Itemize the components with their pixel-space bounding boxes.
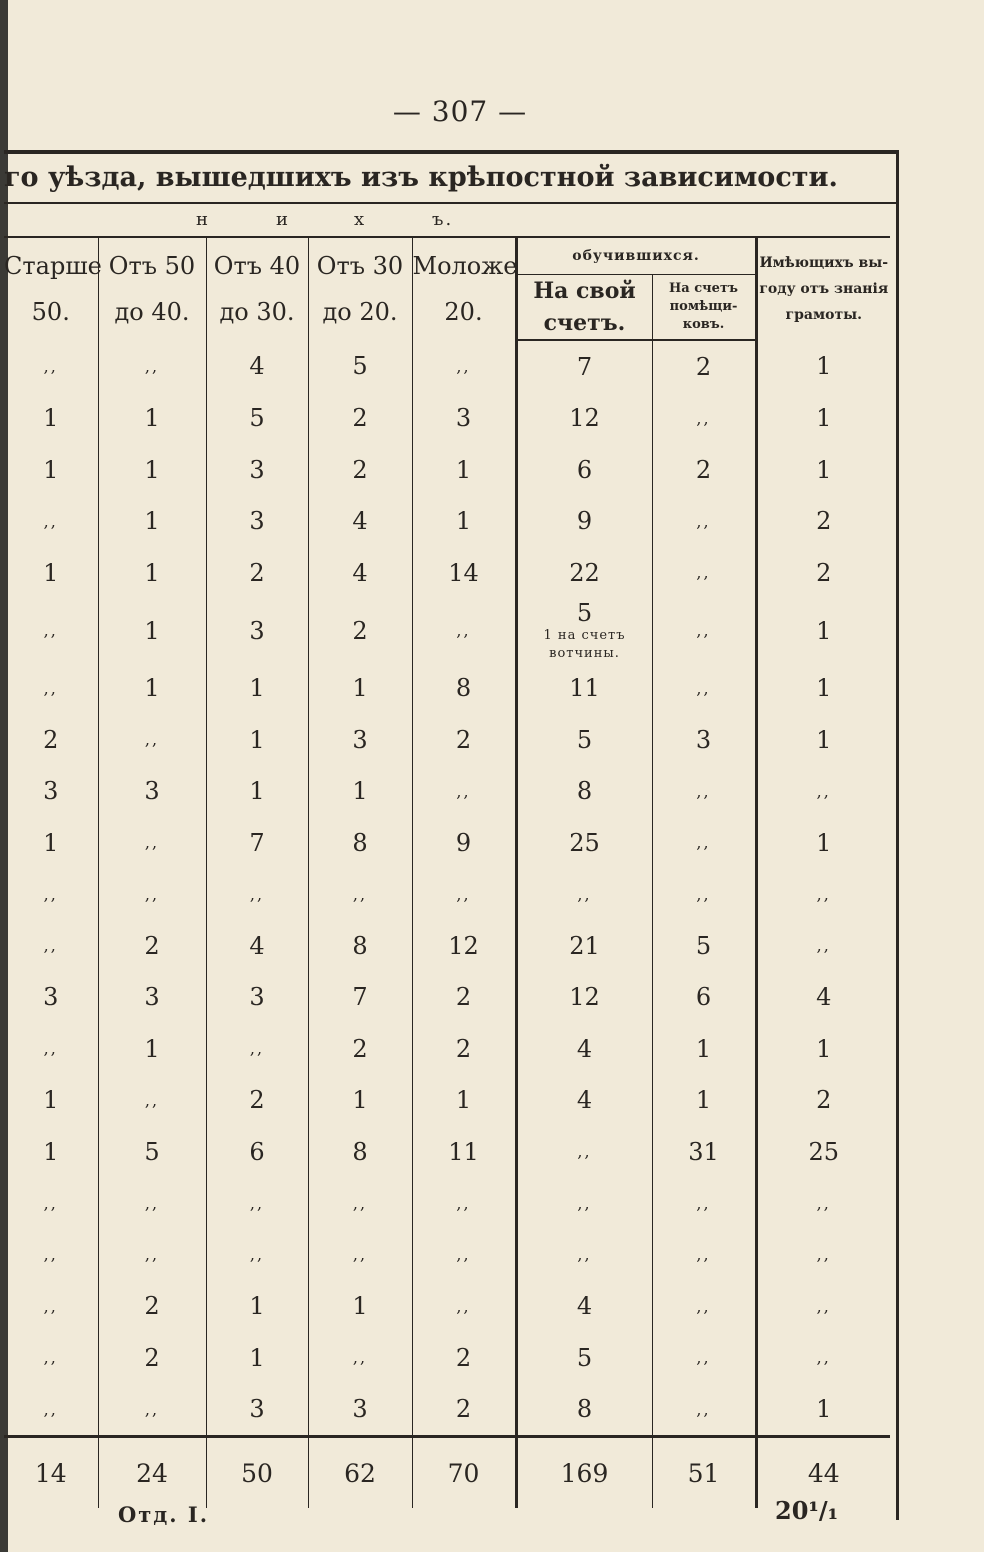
table-title: го уѣзда, вышедшихъ изъ крѣпостной зависимости. [4, 150, 896, 204]
spaced-letter: х [354, 209, 367, 230]
table-cell: 2 [98, 920, 206, 972]
table-cell: 1 [206, 766, 308, 818]
table-cell: 5 [516, 714, 652, 766]
table-cell [516, 599, 652, 663]
table-cell: ,, [652, 1229, 756, 1281]
table-cell: 2 [652, 444, 756, 496]
table-cell: 1 [98, 1023, 206, 1075]
table-cell: 5 [652, 920, 756, 972]
table-row [4, 1178, 890, 1230]
table-cell: ,, [4, 1384, 98, 1437]
table-cell: ,, [4, 496, 98, 548]
header-ot40: Отъ 40 до 30. [206, 238, 308, 340]
footer-section: Отд. I. [118, 1502, 210, 1527]
table-cell: 2 [652, 340, 756, 393]
table-cell: 1 [816, 1395, 832, 1424]
table-row [4, 444, 890, 496]
table-cell: 1 [4, 1075, 98, 1127]
table-row [4, 714, 890, 766]
spaced-heading [4, 200, 890, 238]
table-cell: 21 [516, 920, 652, 972]
table-cell: ,, [4, 1178, 98, 1230]
table-cell: 3 [206, 444, 308, 496]
table-cell: ,, [412, 869, 516, 921]
table-cell: ,, [412, 340, 516, 393]
table-cell: 22 [516, 547, 652, 599]
table-cell: ,, [98, 817, 206, 869]
table-cell: 3 [206, 1384, 308, 1437]
table-cell: 1 [98, 444, 206, 496]
table-cell: ,, [98, 1075, 206, 1127]
table-cell: ,, [4, 1332, 98, 1384]
table-row [4, 496, 890, 548]
table-cell: 1 [98, 496, 206, 548]
table-row [4, 817, 890, 869]
table-cell: 1 [652, 1075, 756, 1127]
table-cell: ,, [308, 1178, 412, 1230]
data-table [4, 238, 890, 1508]
table-row [4, 920, 890, 972]
table-cell: ,, [652, 393, 756, 445]
table-cell: ,, [4, 1281, 98, 1333]
table-cell: 8 [308, 920, 412, 972]
table-cell: 12 [412, 920, 516, 972]
table-cell: 1 [4, 444, 98, 496]
table-cell: 1 [816, 616, 832, 645]
table-cell: ,, [412, 1281, 516, 1333]
header-obuchivshikhsya: обучившихся. [516, 238, 756, 275]
table-cell: ,, [4, 663, 98, 715]
table-row [4, 1023, 890, 1075]
total-cell: 50 [206, 1437, 308, 1509]
table-cell: 4 [516, 1023, 652, 1075]
table-cell: ,, [652, 599, 756, 663]
table-cell: 3 [98, 972, 206, 1024]
table-row [4, 1384, 890, 1437]
table-cell: ,, [412, 599, 516, 663]
table-cell: 1 [4, 393, 98, 445]
table-cell: 1 [98, 393, 206, 445]
table-cell: 5 [516, 1332, 652, 1384]
table-cell: ,, [412, 1229, 516, 1281]
table-row [4, 972, 890, 1024]
total-cell: 62 [308, 1437, 412, 1509]
header-starshe: Старше 50. [4, 238, 98, 340]
table-row [4, 766, 890, 818]
table-cell: 7 [516, 340, 652, 393]
page-number: — 307 — [392, 95, 528, 128]
total-cell: 14 [4, 1437, 98, 1509]
table-cell: 1 [206, 663, 308, 715]
table-cell: 2 [4, 714, 98, 766]
table-cell: 8 [516, 1384, 652, 1437]
table-cell: 1 [308, 1075, 412, 1127]
table-row [4, 547, 890, 599]
header-na-svoy-schet: На свой счетъ. [516, 275, 652, 341]
table-cell: ,, [98, 1178, 206, 1230]
table-cell: 2 [412, 1384, 516, 1437]
table-cell: ,, [98, 869, 206, 921]
table-cell: ,, [4, 869, 98, 921]
table-cell: ,, [308, 869, 412, 921]
table-cell: 14 [412, 547, 516, 599]
total-cell: 24 [98, 1437, 206, 1509]
table-cell: ,, [652, 869, 756, 921]
header-molozhe: Моложе 20. [412, 238, 516, 340]
table-row [4, 1332, 890, 1384]
table-cell: 1 [308, 663, 412, 715]
table-cell: 9 [516, 496, 652, 548]
table-cell: 8 [516, 766, 652, 818]
table-cell: 8 [308, 1126, 412, 1178]
table-cell: 4 [516, 1281, 652, 1333]
table-cell: 1 [816, 404, 832, 433]
table-cell: ,, [516, 1229, 652, 1281]
table-cell: ,, [4, 1229, 98, 1281]
table-cell: ,, [4, 920, 98, 972]
table-cell: 2 [308, 393, 412, 445]
table-cell: ,, [412, 1178, 516, 1230]
table-cell: 3 [206, 496, 308, 548]
table-cell: ,, [652, 663, 756, 715]
table-cell: 2 [816, 1086, 832, 1115]
table-cell: 1 [816, 828, 832, 857]
table-cell: ,, [652, 547, 756, 599]
table-cell: 31 [652, 1126, 756, 1178]
table-row [4, 599, 890, 663]
table-cell: 2 [816, 558, 832, 587]
table-cell: 1 [206, 714, 308, 766]
table-cell: 9 [412, 817, 516, 869]
spaced-letter: и [276, 209, 290, 230]
table-cell: 1 [816, 725, 832, 754]
table-cell: 5 [308, 340, 412, 393]
table-cell: 1 [412, 496, 516, 548]
table-cell: 1 [652, 1023, 756, 1075]
total-cell: 169 [516, 1437, 652, 1509]
right-rule [896, 150, 899, 1520]
header-ot50: Отъ 50 до 40. [98, 238, 206, 340]
table-cell: 1 [816, 352, 832, 381]
table-cell: 1 [206, 1332, 308, 1384]
table-cell: ,, [816, 936, 831, 956]
table-cell: 6 [652, 972, 756, 1024]
spaced-letter: ъ. [432, 209, 454, 230]
table-cell: 1 [98, 663, 206, 715]
table-cell: 4 [816, 983, 832, 1012]
table-cell: ,, [206, 869, 308, 921]
table-cell: 25 [516, 817, 652, 869]
table-cell: 11 [516, 663, 652, 715]
table-cell: 8 [308, 817, 412, 869]
table-cell: 1 [4, 1126, 98, 1178]
table-cell: ,, [206, 1023, 308, 1075]
table-cell: 1 [4, 817, 98, 869]
table-cell: ,, [308, 1332, 412, 1384]
total-cell: 70 [412, 1437, 516, 1509]
table-cell: ,, [652, 496, 756, 548]
table-cell: 1 [206, 1281, 308, 1333]
header-ot30: Отъ 30 до 20. [308, 238, 412, 340]
table-cell: 2 [206, 547, 308, 599]
table-cell: ,, [816, 1296, 831, 1316]
table-cell: 3 [4, 766, 98, 818]
table-cell: ,, [516, 869, 652, 921]
table-cell: 2 [412, 714, 516, 766]
table-cell: 4 [206, 920, 308, 972]
table-body [4, 340, 890, 1508]
table-cell: 12 [516, 393, 652, 445]
table-cell: 6 [206, 1126, 308, 1178]
table-cell: 3 [652, 714, 756, 766]
table-row [4, 1229, 890, 1281]
table-cell: ,, [4, 340, 98, 393]
table-cell: ,, [98, 1229, 206, 1281]
table-cell: ,, [4, 599, 98, 663]
table-cell: 25 [808, 1137, 840, 1166]
spaced-letter: н [196, 209, 210, 230]
table-cell: ,, [206, 1178, 308, 1230]
table-cell: 1 [816, 674, 832, 703]
table-cell: ,, [412, 766, 516, 818]
table-cell: 1 [308, 1281, 412, 1333]
table-cell: ,, [516, 1178, 652, 1230]
table-cell: 4 [516, 1075, 652, 1127]
table-cell: 2 [412, 972, 516, 1024]
table-cell: 1 [308, 766, 412, 818]
table-cell: 2 [308, 444, 412, 496]
table-cell: 1 [98, 547, 206, 599]
table-cell: 2 [206, 1075, 308, 1127]
table-cell: 7 [308, 972, 412, 1024]
table-cell: ,, [816, 884, 831, 904]
table-cell: ,, [98, 340, 206, 393]
table-cell: 1 [816, 455, 832, 484]
table-row [4, 1281, 890, 1333]
table-cell: 3 [4, 972, 98, 1024]
table-cell: ,, [652, 1178, 756, 1230]
table-cell: ,, [652, 817, 756, 869]
table-cell: 1 [98, 599, 206, 663]
table-cell: 2 [412, 1023, 516, 1075]
table-cell: ,, [652, 1332, 756, 1384]
table-cell: 3 [308, 1384, 412, 1437]
table-cell: ,, [652, 1281, 756, 1333]
table-row [4, 869, 890, 921]
table-row [4, 1126, 890, 1178]
total-cell: 44 [756, 1437, 890, 1509]
table-cell: 4 [308, 547, 412, 599]
header-na-schet-pomeshchikov: На счетъ помѣщи- ковъ. [652, 275, 756, 341]
table-cell: 5 [206, 393, 308, 445]
table-row [4, 1075, 890, 1127]
table-cell: ,, [98, 714, 206, 766]
table-cell: 1 [4, 547, 98, 599]
header-imeyushchikh: Имѣющихъ вы- году отъ знанія грамоты. [759, 255, 889, 323]
table-cell: 1 [816, 1034, 832, 1063]
table-cell: 2 [308, 1023, 412, 1075]
table-cell: ,, [308, 1229, 412, 1281]
table-cell: 11 [412, 1126, 516, 1178]
totals-row [4, 1437, 890, 1509]
table-cell: 2 [816, 507, 832, 536]
table-cell: ,, [516, 1126, 652, 1178]
table-row [4, 393, 890, 445]
table-cell: ,, [816, 1193, 831, 1213]
table-cell: ,, [816, 781, 831, 801]
table-cell: 2 [412, 1332, 516, 1384]
table-cell: 2 [98, 1281, 206, 1333]
table-cell: ,, [206, 1229, 308, 1281]
table-cell: 4 [308, 496, 412, 548]
table-cell: ,, [816, 1348, 831, 1368]
table-row [4, 340, 890, 393]
footer-signature: 20¹/₁ [775, 1496, 839, 1525]
table-cell: 2 [98, 1332, 206, 1384]
cell-value: 5 [576, 598, 593, 627]
total-cell: 51 [652, 1437, 756, 1509]
table-cell: 1 [412, 444, 516, 496]
table-cell: 7 [206, 817, 308, 869]
table-cell: ,, [652, 1384, 756, 1437]
table-row [4, 663, 890, 715]
table-cell: 8 [412, 663, 516, 715]
table-cell: ,, [816, 1245, 831, 1265]
table-cell: 3 [412, 393, 516, 445]
table-cell: ,, [652, 766, 756, 818]
table-cell: 2 [308, 599, 412, 663]
table-cell: 3 [98, 766, 206, 818]
table-cell: 1 [412, 1075, 516, 1127]
table-cell: 3 [308, 714, 412, 766]
cell-note: 1 на счетъ вотчины. [543, 627, 626, 661]
table-cell: 6 [516, 444, 652, 496]
table-cell: 3 [206, 972, 308, 1024]
table-cell: 3 [206, 599, 308, 663]
table-cell: 12 [516, 972, 652, 1024]
table-cell: 4 [206, 340, 308, 393]
table-cell: 5 [98, 1126, 206, 1178]
table-cell: ,, [98, 1384, 206, 1437]
table-cell: ,, [4, 1023, 98, 1075]
